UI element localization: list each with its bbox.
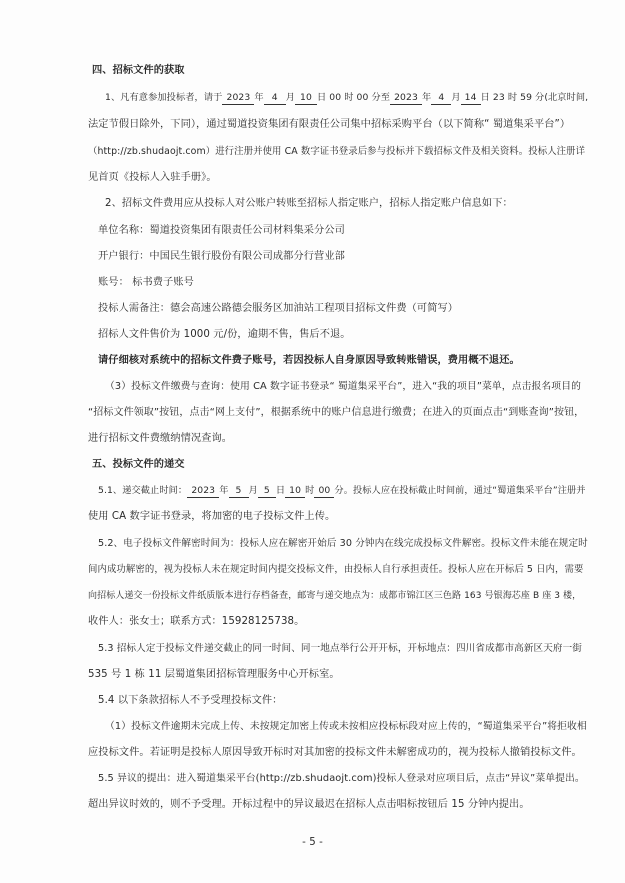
start-year: 2023 [222, 92, 254, 105]
para-5-4-1-line-1: （1）投标文件逾期未完成上传、未按规定加密上传或未按相应投标标段对应上传的，“蜀道集采平台”将拒收相 [105, 721, 587, 732]
para-5-4-1-line-2: 应投标文件。若证明是投标人原因导致开标时对其加密的投标文件未解密成功的，视为投标人撤销投标文件。 [88, 747, 582, 758]
para-5-2-line-4: 收件人：张女士；联系方式：15928125738。 [88, 616, 305, 627]
para-5-4: 5.4 以下条款招标人不予受理投标文件： [98, 695, 283, 706]
section-4-heading: 四、招标文件的获取 [92, 65, 185, 76]
deadline-hour: 10 [285, 485, 305, 498]
end-day: 14 [461, 92, 481, 105]
para-5-1-line-2: 使用 CA 数字证书登录，将加密的电子投标文件上传。 [88, 511, 336, 522]
text: 年 [254, 92, 264, 103]
account-unit-name: 单位名称：蜀道投资集团有限责任公司材料集采分公司 [98, 225, 345, 236]
deadline-minute: 00 [314, 485, 334, 498]
section-5-heading: 五、投标文件的递交 [92, 459, 185, 470]
deadline-day: 5 [258, 485, 276, 498]
document-price: 招标人文件售价为 1000 元/份，逾期不售，售后不退。 [98, 329, 351, 340]
text: 月 [451, 92, 461, 103]
end-year: 2023 [390, 92, 422, 105]
para-4-1-line-1 [105, 91, 588, 105]
para-4-3-line-2: “招标文件领取”按钮，点击“网上支付”，根据系统中的账户信息进行缴费；在进入的页面点击“到账查询”按钮， [88, 407, 585, 418]
text: 分。投标人应在投标截止时间前，通过“蜀道集采平台”注册并 [334, 485, 586, 496]
para-4-1-line-2: 法定节假日除外，下同），通过蜀道投资集团有限责任公司集中招标采购平台（以下简称“ 蜀道集采平台”） [88, 119, 571, 130]
account-remark: 投标人需备注：德会高速公路德会服务区加油站工程项目招标文件费（可简写） [98, 303, 459, 314]
para-5-3-line-2: 535 号 1 栋 11 层蜀道集团招标管理服务中心开标室。 [88, 669, 340, 680]
para-5-2-line-3: 向招标人递交一份投标文件纸质版本进行存档备查，邮寄与递交地点为：成都市锦江区三色路 163 号银海芯座 B 座 3 楼， [88, 591, 582, 601]
para-4-2: 2、招标文件费用应从投标人对公账户转账至招标人指定账户，招标人指定账户信息如下： [105, 198, 513, 209]
account-number: 账号： 标书费子账号 [98, 277, 194, 288]
text: 月 [285, 92, 295, 103]
para-5-2-line-1: 5.2、电子投标文件解密时间为：投标人应在解密开始后 30 分钟内在线完成投标文件解密。投标文件未能在规定时 [98, 538, 588, 549]
text: 年 [219, 485, 229, 496]
para-4-1-line-3: （http://zb.shudaojt.com）进行注册并使用 CA 数字证书登录后参与投标并下载招标文件及相关资料。投标人注册详 [88, 146, 586, 157]
transfer-warning: 请仔细核对系统中的招标文件费子账号，若因投标人自身原因导致转账错误，费用概不退还。 [98, 355, 520, 366]
para-5-2-line-2: 间内成功解密的，视为投标人未在规定时间内提交投标文件，由投标人自行承担责任。投标人应在开标后 5 日内，需要 [88, 564, 584, 575]
page-number: - 5 - [302, 837, 323, 848]
text: 时 [305, 485, 315, 496]
text: 月 [248, 485, 258, 496]
text: 1、凡有意参加投标者，请于 [105, 92, 223, 103]
text: 日 23 时 59 分(北京时间, [480, 92, 589, 103]
deadline-month: 5 [229, 485, 249, 498]
para-5-3-line-1: 5.3 招标人定于投标文件递交截止的同一时间、同一地点举行公开开标，开标地点：四川省成都市高新区天府一街 [98, 643, 583, 654]
deadline-year: 2023 [187, 485, 219, 498]
text: 日 [275, 485, 286, 496]
para-4-1-line-4: 见首页《投标人入驻手册》。 [88, 172, 217, 183]
text: 年 [422, 92, 432, 103]
start-month: 4 [264, 92, 286, 105]
account-bank: 开户银行：中国民生银行股份有限公司成都分行营业部 [98, 251, 345, 262]
text: 5.1、递交截止时间： [98, 485, 188, 496]
para-5-5-line-1: 5.5 异议的提出：进入蜀道集采平台(http://zb.shudaojt.com)投标人登录对应项目后，点击“异议”菜单提出。 [98, 773, 585, 784]
para-5-1-line-1 [98, 484, 586, 498]
start-day: 10 [295, 92, 317, 105]
end-month: 4 [431, 92, 451, 105]
para-4-3-line-1: （3）投标文件缴费与查询：使用 CA 数字证书登录“ 蜀道集采平台”，进入“我的项目”菜单，点击报名项目的 [105, 381, 581, 392]
para-5-5-line-2: 超出异议时效的，则不予受理。开标过程中的异议最迟在招标人点击唱标按钮后 15 分钟内提出。 [88, 799, 530, 810]
text: 日 00 时 00 分至 [317, 92, 391, 103]
para-4-3-line-3: 进行招标文件费缴纳情况查询。 [88, 433, 233, 444]
